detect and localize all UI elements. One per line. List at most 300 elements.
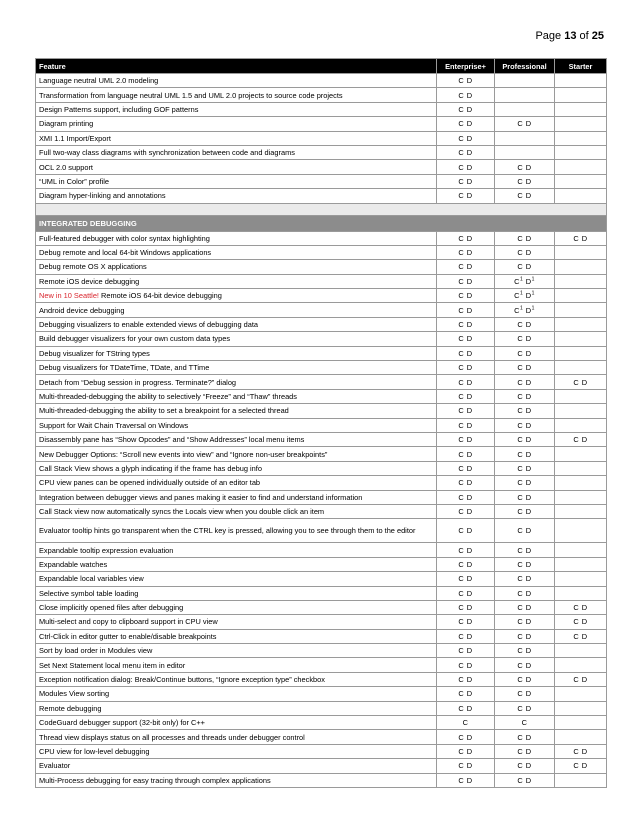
- starter-cell: [555, 332, 607, 346]
- feature-cell: [36, 289, 437, 303]
- enterprise-cell: C D: [437, 600, 495, 614]
- professional-column-header: Professional: [495, 59, 555, 74]
- feature-cell: [36, 418, 437, 432]
- table-row: [36, 231, 607, 245]
- feature-label: CPU view for low-level debugging: [39, 746, 150, 756]
- enterprise-cell: C D: [437, 160, 495, 174]
- starter-cell: [555, 189, 607, 203]
- starter-cell: [555, 519, 607, 543]
- footnote-mark: 1: [531, 290, 535, 297]
- enterprise-cell: C D: [437, 260, 495, 274]
- starter-cell: [555, 586, 607, 600]
- feature-cell: [36, 476, 437, 490]
- feature-label: Expandable tooltip expression evaluation: [39, 545, 174, 555]
- professional-cell: $C^1$ $D^1$: [495, 303, 555, 317]
- feature-label: Modules View sorting: [39, 689, 110, 699]
- feature-cell: [36, 389, 437, 403]
- enterprise-cell: C D: [437, 418, 495, 432]
- table-row: [36, 189, 607, 203]
- table-row: [36, 274, 607, 288]
- starter-cell: C D: [555, 744, 607, 758]
- feature-table: [35, 58, 607, 788]
- professional-cell: C D: [495, 447, 555, 461]
- table-row: [36, 102, 607, 116]
- professional-cell: C D: [495, 418, 555, 432]
- starter-cell: [555, 701, 607, 715]
- starter-cell: [555, 404, 607, 418]
- starter-cell: [555, 361, 607, 375]
- feature-label: Debug visualizers for TDateTime, TDate, and TTime: [39, 363, 210, 373]
- footnote-mark: 1: [531, 276, 535, 283]
- enterprise-cell: C D: [437, 389, 495, 403]
- feature-cell: [36, 519, 437, 543]
- feature-label: Close implicitly opened files after debugging: [39, 603, 184, 613]
- feature-label: “UML in Color” profile: [39, 176, 109, 186]
- new-feature-badge: New in 10 Seattle!: [39, 291, 99, 301]
- professional-cell: C D: [495, 672, 555, 686]
- feature-label: Debugging visualizers to enable extended views of debugging data: [39, 320, 258, 330]
- feature-cell: [36, 74, 437, 88]
- starter-cell: [555, 572, 607, 586]
- professional-cell: C D: [495, 615, 555, 629]
- table-row: [36, 461, 607, 475]
- enterprise-cell: C D: [437, 361, 495, 375]
- feature-label: Multi-select and copy to clipboard support in CPU view: [39, 617, 218, 627]
- feature-cell: [36, 773, 437, 787]
- feature-cell: [36, 658, 437, 672]
- footnote-mark: 1: [519, 305, 524, 312]
- feature-label: Evaluator: [39, 761, 71, 771]
- feature-label: Integration between debugger views and panes making it easier to find and understand information: [39, 492, 363, 502]
- section-header-row: [36, 215, 607, 231]
- feature-cell: [36, 504, 437, 518]
- starter-cell: [555, 88, 607, 102]
- starter-cell: C D: [555, 600, 607, 614]
- feature-label: Multi-threaded-debugging the ability to set a breakpoint for a selected thread: [39, 406, 289, 416]
- enterprise-cell: C D: [437, 759, 495, 773]
- feature-cell: [36, 332, 437, 346]
- enterprise-cell: C D: [437, 644, 495, 658]
- table-row: [36, 375, 607, 389]
- feature-cell: [36, 644, 437, 658]
- professional-cell: C D: [495, 490, 555, 504]
- table-row: [36, 716, 607, 730]
- enterprise-cell: C D: [437, 117, 495, 131]
- feature-cell: [36, 131, 437, 145]
- professional-cell: C D: [495, 361, 555, 375]
- professional-cell: [495, 131, 555, 145]
- feature-cell: [36, 629, 437, 643]
- table-row: [36, 346, 607, 360]
- feature-label: Remote debugging: [39, 703, 102, 713]
- feature-label: Support for Wait Chain Traversal on Windows: [39, 420, 189, 430]
- feature-label: Transformation from language neutral UML 1.5 and UML 2.0 projects to source code projects: [39, 90, 343, 100]
- professional-cell: C D: [495, 543, 555, 557]
- starter-cell: [555, 174, 607, 188]
- feature-label: Remote iOS device debugging: [39, 276, 140, 286]
- table-row: [36, 145, 607, 159]
- enterprise-cell: C: [437, 716, 495, 730]
- table-row: [36, 672, 607, 686]
- enterprise-column-header: Enterprise+: [437, 59, 495, 74]
- table-row: [36, 404, 607, 418]
- feature-column-header: Feature: [36, 59, 437, 74]
- enterprise-cell: C D: [437, 375, 495, 389]
- table-row: [36, 730, 607, 744]
- starter-cell: [555, 644, 607, 658]
- feature-cell: [36, 361, 437, 375]
- enterprise-cell: C D: [437, 773, 495, 787]
- starter-cell: [555, 145, 607, 159]
- enterprise-cell: C D: [437, 701, 495, 715]
- feature-cell: [36, 759, 437, 773]
- table-row: [36, 160, 607, 174]
- professional-cell: C D: [495, 773, 555, 787]
- starter-column-header: Starter: [555, 59, 607, 74]
- professional-cell: C D: [495, 519, 555, 543]
- professional-cell: C D: [495, 759, 555, 773]
- starter-cell: C D: [555, 672, 607, 686]
- enterprise-cell: C D: [437, 174, 495, 188]
- professional-cell: C D: [495, 557, 555, 571]
- starter-cell: [555, 490, 607, 504]
- table-row: [36, 586, 607, 600]
- feature-cell: [36, 189, 437, 203]
- feature-cell: [36, 586, 437, 600]
- table-row: [36, 447, 607, 461]
- feature-cell: [36, 572, 437, 586]
- page-number: Page 13 of 25: [535, 30, 604, 42]
- feature-cell: [36, 730, 437, 744]
- enterprise-cell: C D: [437, 490, 495, 504]
- feature-label: Multi-Process debugging for easy tracing through complex applications: [39, 775, 271, 785]
- feature-label: Exception notification dialog: Break/Continue buttons, “Ignore exception type” checkbox: [39, 675, 325, 685]
- starter-cell: [555, 303, 607, 317]
- feature-cell: [36, 274, 437, 288]
- enterprise-cell: C D: [437, 672, 495, 686]
- enterprise-cell: C D: [437, 145, 495, 159]
- table-row: [36, 557, 607, 571]
- starter-cell: [555, 245, 607, 259]
- enterprise-cell: C D: [437, 404, 495, 418]
- feature-label: Debug remote and local 64-bit Windows applications: [39, 248, 212, 258]
- enterprise-cell: C D: [437, 543, 495, 557]
- feature-cell: [36, 260, 437, 274]
- feature-cell: [36, 317, 437, 331]
- starter-cell: [555, 504, 607, 518]
- enterprise-cell: C D: [437, 131, 495, 145]
- feature-cell: [36, 174, 437, 188]
- table-row: [36, 289, 607, 303]
- starter-cell: [555, 260, 607, 274]
- feature-cell: [36, 160, 437, 174]
- feature-cell: [36, 557, 437, 571]
- feature-cell: [36, 672, 437, 686]
- table-row: [36, 260, 607, 274]
- feature-label: Set Next Statement local menu item in editor: [39, 660, 186, 670]
- starter-cell: C D: [555, 432, 607, 446]
- enterprise-cell: C D: [437, 586, 495, 600]
- starter-cell: [555, 658, 607, 672]
- professional-cell: C D: [495, 245, 555, 259]
- table-row: [36, 744, 607, 758]
- professional-cell: C D: [495, 317, 555, 331]
- starter-cell: C D: [555, 759, 607, 773]
- starter-cell: [555, 102, 607, 116]
- table-row: [36, 418, 607, 432]
- enterprise-cell: C D: [437, 744, 495, 758]
- feature-cell: [36, 375, 437, 389]
- enterprise-cell: C D: [437, 102, 495, 116]
- starter-cell: C D: [555, 629, 607, 643]
- feature-label: Expandable watches: [39, 559, 108, 569]
- professional-cell: C D: [495, 586, 555, 600]
- table-row: [36, 117, 607, 131]
- feature-label: Language neutral UML 2.0 modeling: [39, 76, 159, 86]
- feature-label: Full-featured debugger with color syntax highlighting: [39, 233, 210, 243]
- feature-cell: [36, 346, 437, 360]
- professional-cell: C D: [495, 701, 555, 715]
- feature-cell: [36, 117, 437, 131]
- enterprise-cell: C D: [437, 74, 495, 88]
- table-row: [36, 504, 607, 518]
- feature-cell: [36, 303, 437, 317]
- professional-cell: C D: [495, 260, 555, 274]
- professional-cell: C D: [495, 658, 555, 672]
- table-row: [36, 644, 607, 658]
- feature-cell: [36, 461, 437, 475]
- professional-cell: C D: [495, 461, 555, 475]
- feature-label: Debug visualizer for TString types: [39, 348, 150, 358]
- table-row: [36, 174, 607, 188]
- feature-cell: [36, 447, 437, 461]
- feature-cell: [36, 687, 437, 701]
- footnote-mark: 1: [531, 305, 535, 312]
- professional-cell: C D: [495, 389, 555, 403]
- professional-cell: C D: [495, 644, 555, 658]
- starter-cell: [555, 289, 607, 303]
- table-row: [36, 773, 607, 787]
- feature-label: Evaluator tooltip hints go transparent when the CTRL key is pressed, allowing you to see through them to the editor: [39, 526, 416, 536]
- feature-label: Call Stack View shows a glyph indicating if the frame has debug info: [39, 463, 262, 473]
- feature-cell: [36, 701, 437, 715]
- professional-cell: [495, 74, 555, 88]
- table-header-row: [36, 59, 607, 74]
- professional-cell: C D: [495, 476, 555, 490]
- enterprise-cell: C D: [437, 447, 495, 461]
- professional-cell: C D: [495, 375, 555, 389]
- feature-cell: [36, 231, 437, 245]
- professional-cell: C D: [495, 744, 555, 758]
- professional-cell: C: [495, 716, 555, 730]
- enterprise-cell: C D: [437, 730, 495, 744]
- feature-cell: [36, 245, 437, 259]
- table-row: [36, 317, 607, 331]
- feature-label: Selective symbol table loading: [39, 588, 139, 598]
- table-row: [36, 361, 607, 375]
- feature-label: Expandable local variables view: [39, 574, 144, 584]
- professional-cell: C D: [495, 687, 555, 701]
- table-row: [36, 303, 607, 317]
- table-row: [36, 476, 607, 490]
- enterprise-cell: C D: [437, 687, 495, 701]
- starter-cell: [555, 160, 607, 174]
- starter-cell: [555, 418, 607, 432]
- enterprise-cell: C D: [437, 629, 495, 643]
- feature-label: Diagram hyper-linking and annotations: [39, 191, 166, 201]
- enterprise-cell: C D: [437, 519, 495, 543]
- table-row: [36, 519, 607, 543]
- table-row: [36, 131, 607, 145]
- feature-label: Design Patterns support, including GOF patterns: [39, 104, 199, 114]
- professional-cell: C D: [495, 404, 555, 418]
- feature-label: Diagram printing: [39, 119, 94, 129]
- table-row: [36, 658, 607, 672]
- professional-cell: C D: [495, 504, 555, 518]
- starter-cell: C D: [555, 375, 607, 389]
- table-row: [36, 701, 607, 715]
- starter-cell: C D: [555, 615, 607, 629]
- enterprise-cell: C D: [437, 88, 495, 102]
- feature-label: Ctrl-Click in editor gutter to enable/disable breakpoints: [39, 631, 217, 641]
- feature-label: New Debugger Options: “Scroll new events into view” and “Ignore non-user breakpoints”: [39, 449, 328, 459]
- feature-label: Remote iOS 64-bit device debugging: [101, 291, 222, 301]
- table-row: [36, 389, 607, 403]
- starter-cell: [555, 74, 607, 88]
- starter-cell: [555, 476, 607, 490]
- professional-cell: C D: [495, 160, 555, 174]
- professional-cell: C D: [495, 600, 555, 614]
- feature-label: CodeGuard debugger support (32-bit only) for C++: [39, 718, 205, 728]
- feature-label: Sort by load order in Modules view: [39, 646, 153, 656]
- enterprise-cell: C D: [437, 658, 495, 672]
- professional-cell: C D: [495, 117, 555, 131]
- professional-cell: C D: [495, 730, 555, 744]
- feature-label: Debug remote OS X applications: [39, 262, 147, 272]
- starter-cell: [555, 730, 607, 744]
- feature-label: Thread view displays status on all processes and threads under debugger control: [39, 732, 305, 742]
- starter-cell: [555, 131, 607, 145]
- table-row: [36, 88, 607, 102]
- starter-cell: C D: [555, 231, 607, 245]
- table-row: [36, 543, 607, 557]
- starter-cell: [555, 274, 607, 288]
- enterprise-cell: C D: [437, 274, 495, 288]
- feature-cell: [36, 615, 437, 629]
- enterprise-cell: C D: [437, 461, 495, 475]
- enterprise-cell: C D: [437, 504, 495, 518]
- enterprise-cell: C D: [437, 189, 495, 203]
- enterprise-cell: C D: [437, 557, 495, 571]
- starter-cell: [555, 447, 607, 461]
- enterprise-cell: C D: [437, 289, 495, 303]
- table-row: [36, 629, 607, 643]
- feature-label: Disassembly pane has “Show Opcodes” and “Show Addresses” local menu items: [39, 435, 305, 445]
- feature-cell: [36, 432, 437, 446]
- feature-cell: [36, 543, 437, 557]
- feature-cell: [36, 490, 437, 504]
- enterprise-cell: C D: [437, 332, 495, 346]
- professional-cell: [495, 88, 555, 102]
- table-row: [36, 74, 607, 88]
- professional-cell: C D: [495, 332, 555, 346]
- professional-cell: C D: [495, 629, 555, 643]
- enterprise-cell: C D: [437, 317, 495, 331]
- table-row: [36, 600, 607, 614]
- starter-cell: [555, 461, 607, 475]
- starter-cell: [555, 687, 607, 701]
- table-row: [36, 245, 607, 259]
- table-row: [36, 490, 607, 504]
- feature-label: OCL 2.0 support: [39, 162, 93, 172]
- professional-cell: [495, 102, 555, 116]
- enterprise-cell: C D: [437, 432, 495, 446]
- footnote-mark: 1: [519, 276, 524, 283]
- enterprise-cell: C D: [437, 303, 495, 317]
- professional-cell: C D: [495, 572, 555, 586]
- spacer-cell: [36, 203, 607, 215]
- starter-cell: [555, 317, 607, 331]
- enterprise-cell: C D: [437, 476, 495, 490]
- professional-cell: $C^1$ $D^1$: [495, 289, 555, 303]
- enterprise-cell: C D: [437, 615, 495, 629]
- feature-label: Call Stack view now automatically syncs the Locals view when you double click an item: [39, 507, 325, 517]
- feature-cell: [36, 600, 437, 614]
- starter-cell: [555, 716, 607, 730]
- professional-cell: C D: [495, 174, 555, 188]
- feature-label: Full two-way class diagrams with synchronization between code and diagrams: [39, 148, 295, 158]
- professional-cell: C D: [495, 432, 555, 446]
- professional-cell: $C^1$ $D^1$: [495, 274, 555, 288]
- feature-cell: [36, 716, 437, 730]
- footnote-mark: 1: [519, 290, 524, 297]
- feature-label: CPU view panes can be opened individually outside of an editor tab: [39, 478, 261, 488]
- enterprise-cell: C D: [437, 245, 495, 259]
- table-row: [36, 432, 607, 446]
- starter-cell: [555, 557, 607, 571]
- professional-cell: C D: [495, 346, 555, 360]
- table-row: [36, 332, 607, 346]
- table-row: [36, 572, 607, 586]
- professional-cell: C D: [495, 189, 555, 203]
- feature-cell: [36, 88, 437, 102]
- professional-cell: C D: [495, 231, 555, 245]
- starter-cell: [555, 346, 607, 360]
- feature-label: XMI 1.1 Import/Export: [39, 133, 111, 143]
- section-spacer-row: [36, 203, 607, 215]
- feature-label: Build debugger visualizers for your own custom data types: [39, 334, 231, 344]
- enterprise-cell: C D: [437, 231, 495, 245]
- enterprise-cell: C D: [437, 346, 495, 360]
- table-row: [36, 615, 607, 629]
- section-title: INTEGRATED DEBUGGING: [36, 215, 607, 231]
- professional-cell: [495, 145, 555, 159]
- feature-cell: [36, 102, 437, 116]
- starter-cell: [555, 773, 607, 787]
- enterprise-cell: C D: [437, 572, 495, 586]
- starter-cell: [555, 543, 607, 557]
- table-row: [36, 687, 607, 701]
- feature-label: Multi-threaded-debugging the ability to selectively “Freeze” and “Thaw” threads: [39, 392, 297, 401]
- starter-cell: [555, 117, 607, 131]
- feature-cell: [36, 404, 437, 418]
- feature-cell: [36, 145, 437, 159]
- feature-label: Detach from “Debug session in progress. Terminate?” dialog: [39, 377, 237, 387]
- starter-cell: [555, 389, 607, 403]
- feature-label: Android device debugging: [39, 305, 125, 315]
- feature-cell: [36, 744, 437, 758]
- table-row: [36, 759, 607, 773]
